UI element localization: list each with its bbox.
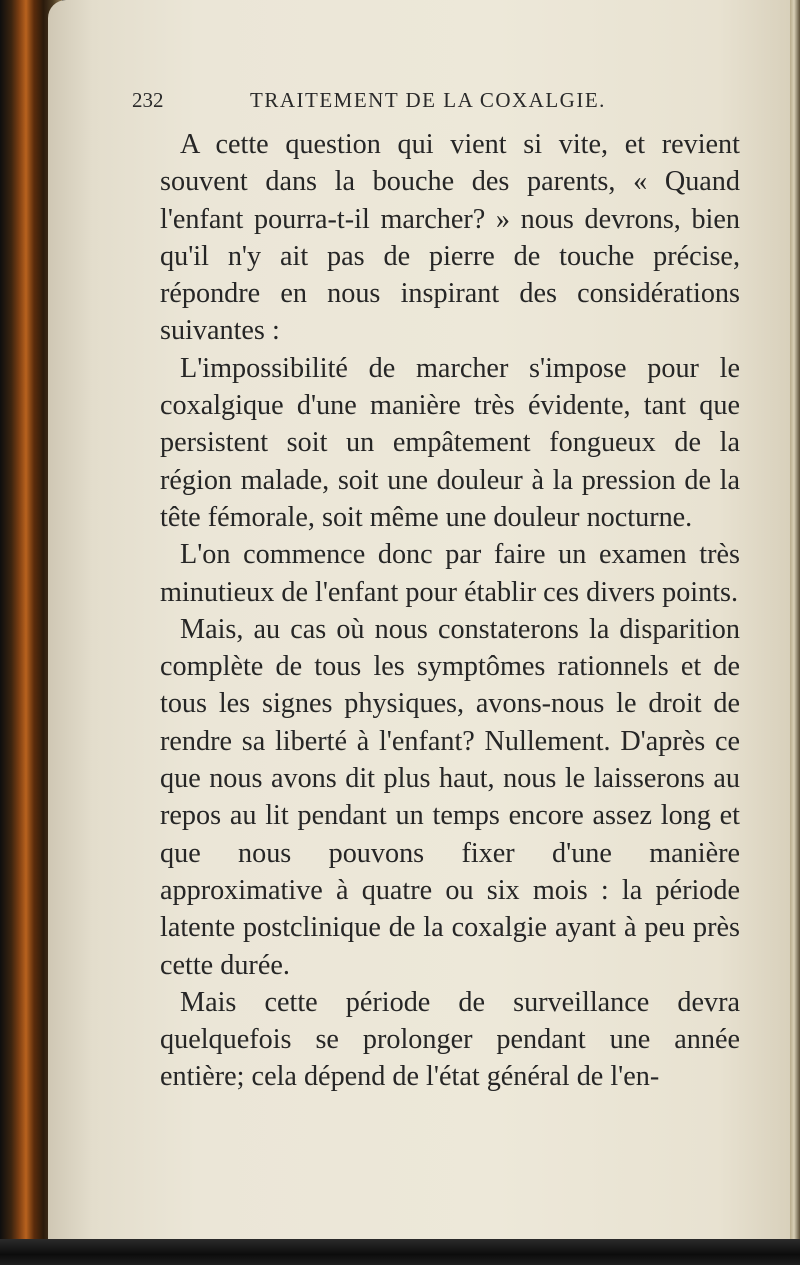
running-title: TRAITEMENT DE LA COXALGIE. <box>250 88 606 112</box>
paragraph-1: A cette question qui vient si vite, et revient souvent dans la bouche des parents, « Quand l'enfant pourra-t-il marcher? » nous devrons, bien qu'il n'y ait pas de pierre de touche précise, répondre en nous inspirant des considérations suivantes : <box>160 129 740 347</box>
body-text <box>160 126 740 1096</box>
page-bottom-edge <box>0 1239 800 1265</box>
page-right-edge <box>790 0 800 1265</box>
page-number: 232 <box>132 88 164 112</box>
paragraph-4: Mais, au cas où nous constaterons la disparition complète de tous les symptômes rationnels et de tous les signes physiques, avons-nous le droit de rendre sa liberté à l'enfant? Nullement. D'après ce que nous avons dit plus haut, nous le laisserons au repos au lit pendant un temps encore assez long et que nous pouvons fixer d'une manière approximative à quatre ou six mois : la période latente postclinique de la coxalgie ayant à peu près cette durée. <box>160 613 740 981</box>
paragraph-2: L'impossibilité de marcher s'impose pour le coxalgique d'une manière très évidente, tant que persistent soit un empâtement fongueux de la région malade, soit une douleur à la pression de la tête fémorale, soit même une douleur nocturne. <box>160 352 740 533</box>
paragraph-5: Mais cette période de surveillance devra quelquefois se prolonger pendant une année entière; cela dépend de l'état général de l'en- <box>160 986 740 1093</box>
paragraph-3: L'on commence donc par faire un examen très minutieux de l'enfant pour établir ces divers points. <box>160 539 740 608</box>
